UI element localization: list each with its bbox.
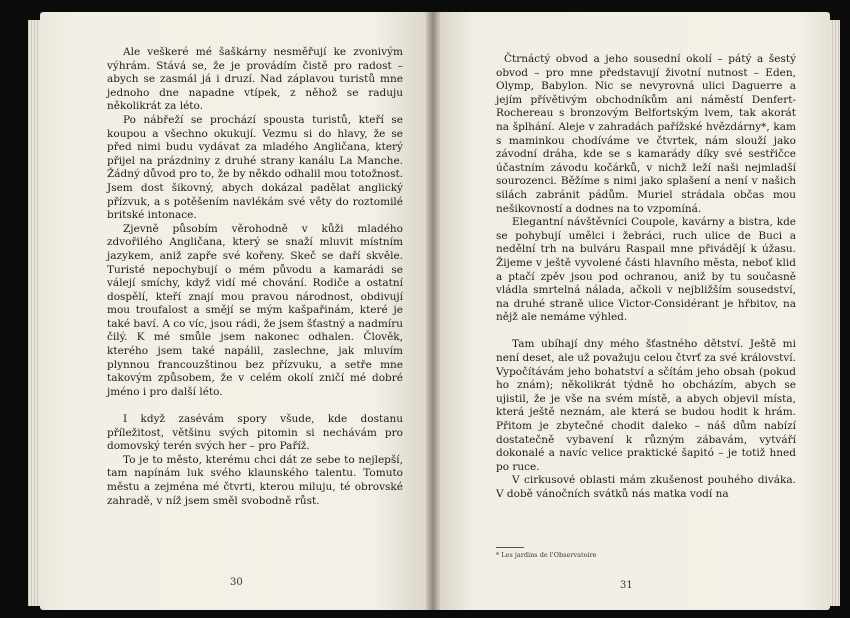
left-page-edges [28,20,40,606]
paragraph: Ale veškeré mé šaškárny nesměřují ke zvonivým výhrám. Stává se, že je provádím čistě pro radost – abych se zasmál já i druzí. Nad záplavou turistů mne jednoho dne napadne vtípek, z něhož se raduju několikrát za léto. [107,46,403,113]
footnote-text: * Les jardins de l'Observatoire [496,551,597,559]
footnote-rule [496,547,524,548]
page-number-left: 30 [230,577,243,588]
paragraph: I když zasévám spory všude, kde dostanu příležitost, většinu svých pitomin si nechávám pro domovský terén svých her – pro Paříž. [107,413,403,453]
paragraph: Zjevně působím věrohodně v kůži mladého zdvořilého Angličana, který se snaží mluvit místním jazykem, aniž zapře své kořeny. Skeč se daří skvěle. Turisté nepochybují o mém původu a kamarádi se válejí smíchy, když vidí mé chování. Rodiče a ostatní dospělí, kteří znají mou pravou národnost, obdivují mou troufalost a smějí se mým kašpařinám, které je také baví. A co víc, jsou rádi, že jsem šťastný a nadmíru čilý. K mé smůle jsem nakonec odhalen. Člověk, kterého jsem také napálil, zaslechne, jak mluvím plynnou francouzštinou bez přízvuku, a setře mne takovým způsobem, že v celém okolí zničí mé dobré jméno i pro další léto. [107,222,403,398]
paragraph: Čtrnáctý obvod a jeho sousední okolí – pátý a šestý obvod – pro mne představují životní nutnost – Eden, Olymp, Babylon. Nic se nevyrovná ulici Daguerre a jejím přívětivým obchodníkům ani náměstí Denfert-Rochereau s bronzovým Belfortským lvem, tak akorát na šplhání. Aleje v zahradách pařížské hvězdárny*, kam s maminkou chodíváme ve čtvrtek, nám slouží jako závodní dráha, kde se s kamarády díky své sestřičce účastním závodu kočárků, v nichž leží naši nejmladší sourozenci. Běžíme s nimi jako splašení a není v našich silách zabránit pádům. Muriel strádala občas mou nešikovností a dodnes na to vzpomíná. [496,53,796,215]
paragraph: To je to město, kterému chci dát ze sebe to nejlepší, tam napínám luk svého klaunského talentu. Tomuto městu a zejména mé čtvrti, kterou miluju, té obrovské zahradě, v níž jsem směl svobodně růst. [107,453,403,507]
footnote [496,547,716,559]
paragraph: V cirkusové oblasti mám zkušenost pouhého diváka. V době vánočních svátků nás matka vodí na [496,474,796,500]
paragraph: Tam ubíhají dny mého šťastného dětství. Ještě mi není deset, ale už považuju celou čtvrť za své království. Vypočítávám jeho bohatství a sčítám jeho obsah (pokud ho znám); několikrát týdně ho obcházím, abych se ujistil, že je vše na svém místě, a abych objevil místa, která ještě neznám, ale která se budou hodit k hrám. Přitom je zbytečné chodit daleko – náš dům nabízí dostatečně vybavení k různým zábavám, vytváří dokonalé a navíc velice praktické šapitó – je totiž hned po ruce. [496,338,796,473]
paragraph: Po nábřeží se prochází spousta turistů, kteří se koupou a všechno okukují. Vezmu si do hlavy, že se před nimi budu vydávat za mladého Angličana, který přijel na prázdniny z druhé strany kanálu La Manche. Žádný důvod pro to, že by někdo odhalil mou totožnost. Jsem dost šikovný, abych dokázal padělat anglický přízvuk, a s potěšením navlékám své věty do roztomilé britské intonace. [107,113,404,222]
left-page [40,12,432,610]
right-page-edges [830,20,840,606]
right-page [434,12,830,610]
right-page-text [496,53,796,502]
page-number-right: 31 [620,580,633,591]
paragraph: Elegantní návštěvníci Coupole, kavárny a bistra, kde se pohybují umělci i žebráci, ruch ulice de Buci a nedělní trh na bulváru Raspail mne přivádějí k úžasu. Žijeme v ještě vyvolené části hlavního města, neboť klid a ptačí zpěv jsou pod ochranou, aniž by tu současně vládla smrtelná nálada, ačkoli v nejbližším sousedství, na druhé straně ulice Victor-Considérant je hřbitov, na nějž ale nemáme výhled. [496,216,796,324]
book-gutter [426,12,440,610]
left-page-text [107,46,403,508]
